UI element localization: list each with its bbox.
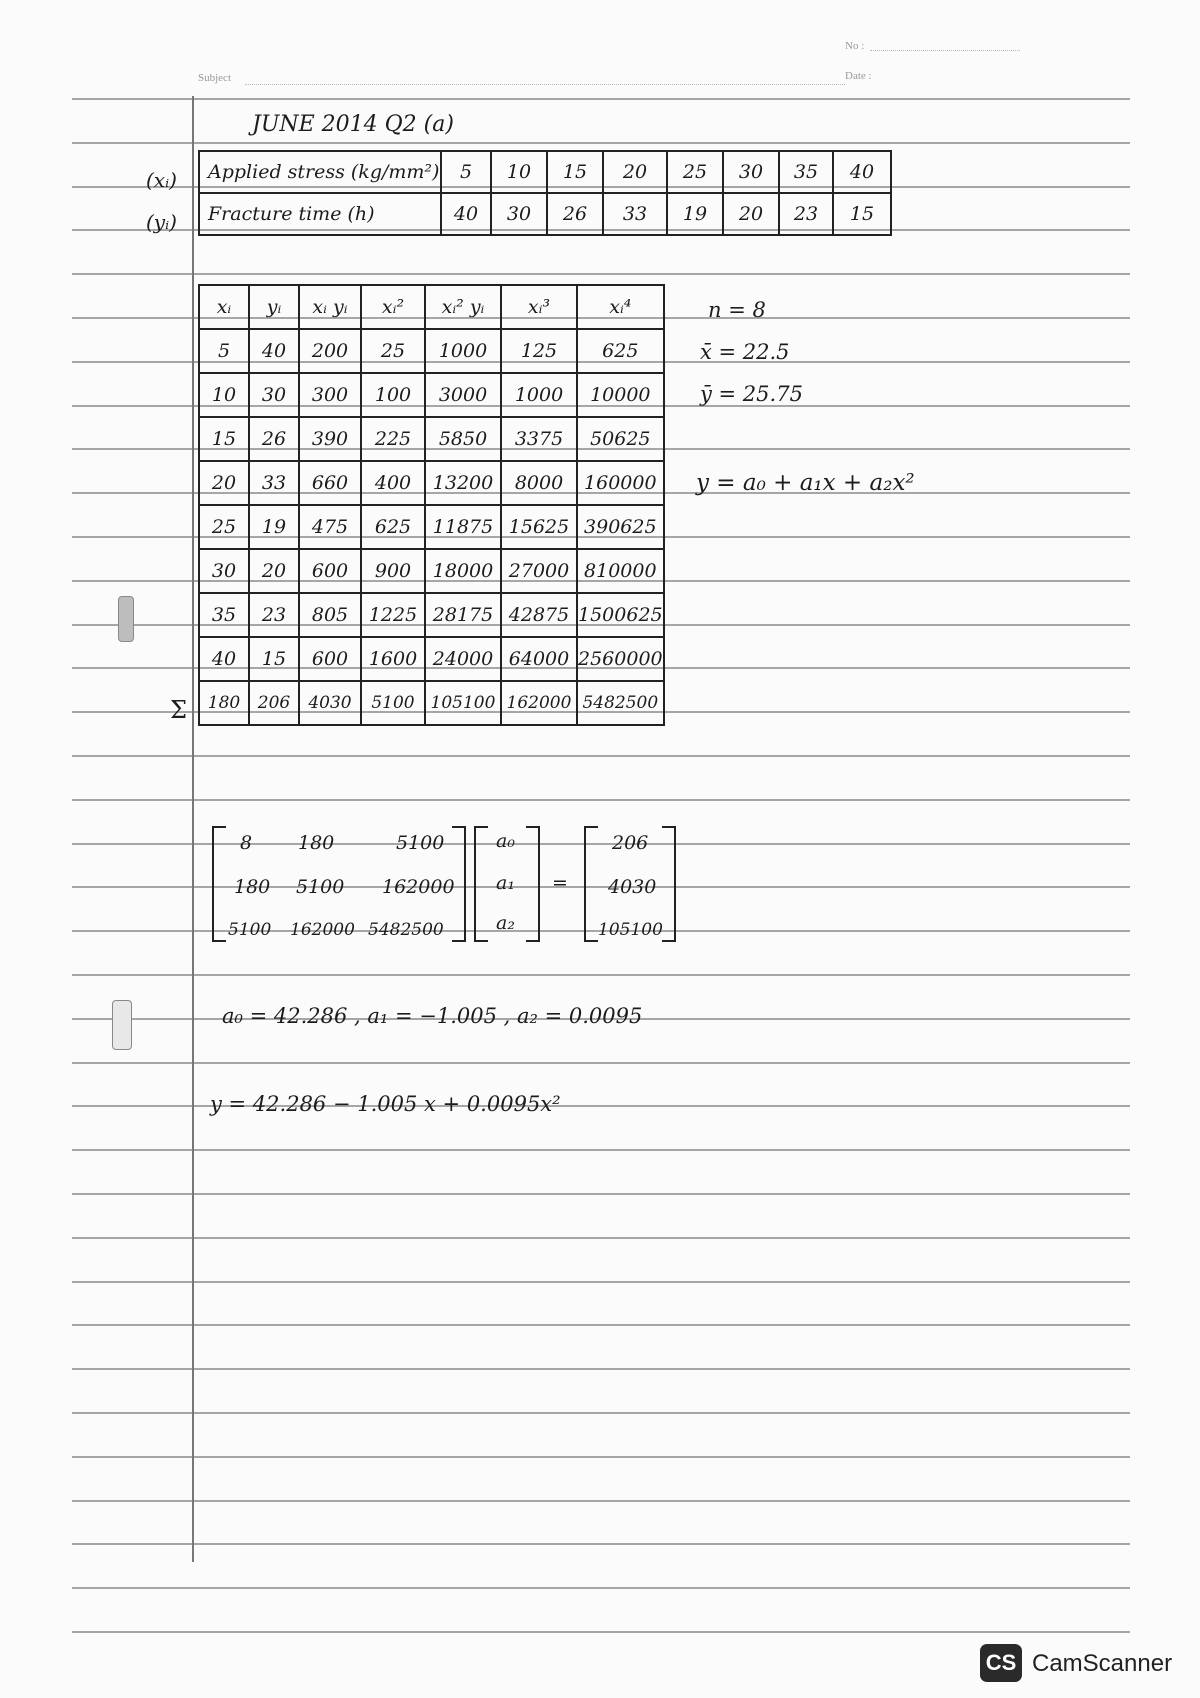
calc-row (199, 593, 664, 637)
calc-cell: 300 (299, 373, 361, 417)
calc-cell: 15625 (501, 505, 577, 549)
date-label: Date : (845, 70, 872, 82)
calc-cell: 30 (199, 549, 249, 593)
calc-header-cell: xᵢ² (361, 285, 425, 329)
stress-value: 25 (667, 151, 723, 193)
ruled-line (72, 1500, 1130, 1502)
calc-cell: 805 (299, 593, 361, 637)
rhs-left-bracket (584, 826, 598, 942)
calc-cell: 600 (299, 549, 361, 593)
fracture-value: 15 (833, 193, 891, 235)
ruled-line (72, 886, 1130, 888)
camscanner-logo: CS (980, 1644, 1022, 1682)
rhs-value: 105100 (598, 920, 663, 940)
ruled-line (72, 1631, 1130, 1633)
matrix-cell: 5100 (296, 876, 345, 898)
fracture-label: Fracture time (h) (199, 193, 441, 235)
ruled-line (72, 1193, 1130, 1195)
unknowns-left-bracket (474, 826, 488, 942)
calc-cell: 10000 (577, 373, 664, 417)
calc-header-row (199, 285, 664, 329)
ruled-line (72, 1237, 1130, 1239)
calc-cell: 125 (501, 329, 577, 373)
calc-cell: 2560000 (577, 637, 664, 681)
calc-cell: 1225 (361, 593, 425, 637)
calc-sum-cell: 4030 (299, 681, 361, 725)
x-mean: x̄ = 22.5 (700, 340, 790, 364)
calc-cell: 5850 (425, 417, 501, 461)
calc-row (199, 505, 664, 549)
calc-cell: 3375 (501, 417, 577, 461)
calc-cell: 24000 (425, 637, 501, 681)
stress-fracture-table (198, 150, 892, 236)
calc-cell: 19 (249, 505, 299, 549)
rhs-value: 4030 (608, 876, 657, 898)
calc-cell: 40 (249, 329, 299, 373)
calc-cell: 33 (249, 461, 299, 505)
model-equation: y = a₀ + a₁x + a₂x² (696, 470, 915, 496)
stress-value: 30 (723, 151, 779, 193)
calc-cell: 20 (249, 549, 299, 593)
calc-row (199, 549, 664, 593)
calc-cell: 30 (249, 373, 299, 417)
calc-row (199, 461, 664, 505)
yi-side-label: (yᵢ) (146, 210, 177, 234)
ruled-line (72, 799, 1130, 801)
matrix-cell: 8 (240, 832, 253, 854)
calc-row (199, 637, 664, 681)
ruled-line (72, 1281, 1130, 1283)
calc-cell: 28175 (425, 593, 501, 637)
calc-cell: 100 (361, 373, 425, 417)
calc-cell: 42875 (501, 593, 577, 637)
calc-cell: 5 (199, 329, 249, 373)
calc-cell: 660 (299, 461, 361, 505)
ruled-line (72, 142, 1130, 144)
binder-clip (118, 596, 134, 642)
calc-cell: 3000 (425, 373, 501, 417)
calc-cell: 10 (199, 373, 249, 417)
calc-cell: 810000 (577, 549, 664, 593)
calc-header-cell: xᵢ (199, 285, 249, 329)
matrix-a-left-bracket (212, 826, 226, 942)
calc-cell: 13200 (425, 461, 501, 505)
calc-header-cell: xᵢ⁴ (577, 285, 664, 329)
calc-row (199, 329, 664, 373)
calc-sum-cell: 180 (199, 681, 249, 725)
fracture-row (199, 193, 891, 235)
ruled-line (72, 1368, 1130, 1370)
camscanner-watermark: CamScanner (1032, 1650, 1173, 1677)
calc-cell: 35 (199, 593, 249, 637)
calc-cell: 400 (361, 461, 425, 505)
ruled-line (72, 843, 1130, 845)
ruled-line (72, 1062, 1130, 1064)
stress-value: 15 (547, 151, 603, 193)
stress-label: Applied stress (kg/mm²) (199, 151, 441, 193)
stress-value: 40 (833, 151, 891, 193)
calc-cell: 40 (199, 637, 249, 681)
matrix-cell: 5482500 (368, 920, 444, 940)
calc-cell: 15 (249, 637, 299, 681)
matrix-cell: 5100 (396, 832, 445, 854)
calc-sum-cell: 162000 (501, 681, 577, 725)
ruled-line (72, 98, 1130, 100)
margin-line (192, 96, 194, 1562)
calc-cell: 15 (199, 417, 249, 461)
ruled-line (72, 755, 1130, 757)
calc-cell: 25 (361, 329, 425, 373)
calc-sum-cell: 5482500 (577, 681, 664, 725)
calc-cell: 26 (249, 417, 299, 461)
calc-cell: 11875 (425, 505, 501, 549)
calc-cell: 50625 (577, 417, 664, 461)
calc-sum-cell: 105100 (425, 681, 501, 725)
calc-cell: 20 (199, 461, 249, 505)
calc-cell: 390625 (577, 505, 664, 549)
calc-sum-cell: 5100 (361, 681, 425, 725)
ruled-line (72, 1324, 1130, 1326)
calc-cell: 27000 (501, 549, 577, 593)
unknowns-right-bracket (526, 826, 540, 942)
fracture-value: 30 (491, 193, 547, 235)
ruled-line (72, 974, 1130, 976)
no-field-line (870, 50, 1020, 51)
stress-value: 35 (779, 151, 833, 193)
calc-cell: 225 (361, 417, 425, 461)
page-title: JUNE 2014 Q2 (a) (252, 112, 454, 137)
matrix-cell: 5100 (228, 920, 272, 940)
calc-header-cell: xᵢ³ (501, 285, 577, 329)
fracture-value: 26 (547, 193, 603, 235)
calc-cell: 8000 (501, 461, 577, 505)
calc-cell: 160000 (577, 461, 664, 505)
binder-clip (112, 1000, 132, 1050)
ruled-line (72, 273, 1130, 275)
regression-sums-table (198, 284, 665, 726)
calc-sum-row (199, 681, 664, 725)
calc-sum-cell: 206 (249, 681, 299, 725)
calc-header-cell: xᵢ yᵢ (299, 285, 361, 329)
calc-header-cell: xᵢ² yᵢ (425, 285, 501, 329)
matrix-cell: 180 (234, 876, 271, 898)
no-label: No : (845, 40, 865, 52)
rhs-value: 206 (612, 832, 649, 854)
fracture-value: 19 (667, 193, 723, 235)
ruled-line (72, 1412, 1130, 1414)
calc-cell: 625 (361, 505, 425, 549)
calc-cell: 625 (577, 329, 664, 373)
matrix-cell: 162000 (290, 920, 355, 940)
sum-symbol: Σ (170, 696, 187, 724)
ruled-line (72, 1149, 1130, 1151)
calc-cell: 1600 (361, 637, 425, 681)
rhs-right-bracket (662, 826, 676, 942)
calc-cell: 900 (361, 549, 425, 593)
calc-cell: 1000 (501, 373, 577, 417)
matrix-cell: 180 (298, 832, 335, 854)
fracture-value: 33 (603, 193, 667, 235)
calc-cell: 25 (199, 505, 249, 549)
calc-row (199, 417, 664, 461)
n-value: n = 8 (708, 298, 766, 322)
subject-label: Subject (198, 72, 231, 84)
unknown-a1: a₁ (496, 872, 515, 894)
ruled-line (72, 1456, 1130, 1458)
coefficient-values: a₀ = 42.286 , a₁ = −1.005 , a₂ = 0.0095 (222, 1004, 643, 1028)
calc-cell: 1000 (425, 329, 501, 373)
calc-row (199, 373, 664, 417)
ruled-line (72, 1543, 1130, 1545)
calc-cell: 18000 (425, 549, 501, 593)
calc-cell: 390 (299, 417, 361, 461)
calc-cell: 64000 (501, 637, 577, 681)
fracture-value: 23 (779, 193, 833, 235)
stress-value: 10 (491, 151, 547, 193)
ruled-line (72, 1587, 1130, 1589)
equals-sign: = (552, 872, 568, 894)
y-mean: ȳ = 25.75 (700, 382, 803, 406)
calc-cell: 1500625 (577, 593, 664, 637)
xi-side-label: (xᵢ) (146, 168, 177, 192)
calc-header-cell: yᵢ (249, 285, 299, 329)
stress-value: 20 (603, 151, 667, 193)
matrix-cell: 162000 (382, 876, 455, 898)
unknown-a2: a₂ (496, 912, 515, 934)
stress-row (199, 151, 891, 193)
fracture-value: 20 (723, 193, 779, 235)
stress-value: 5 (441, 151, 491, 193)
final-equation: y = 42.286 − 1.005 x + 0.0095x² (210, 1092, 561, 1116)
calc-cell: 600 (299, 637, 361, 681)
subject-field-line (245, 84, 845, 85)
calc-cell: 23 (249, 593, 299, 637)
calc-cell: 475 (299, 505, 361, 549)
calc-cell: 200 (299, 329, 361, 373)
fracture-value: 40 (441, 193, 491, 235)
unknown-a0: a₀ (496, 830, 515, 852)
